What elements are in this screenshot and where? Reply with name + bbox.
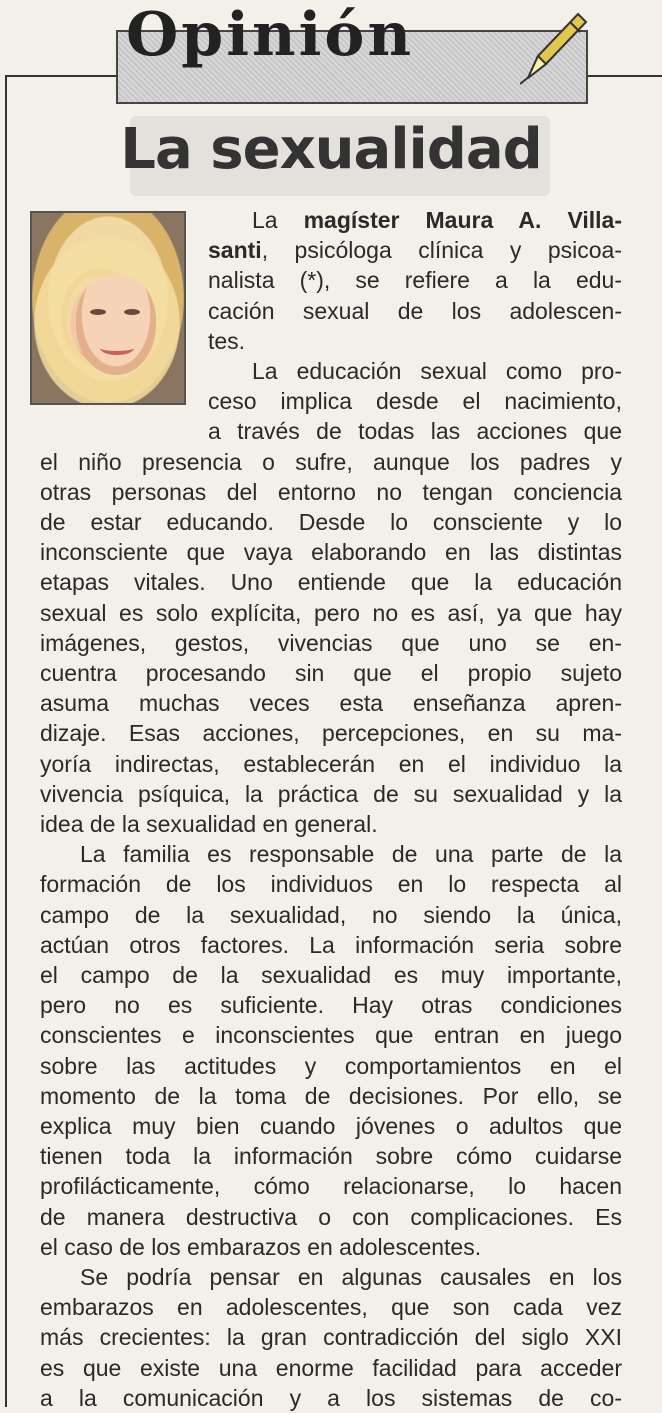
article-line: a través de todas las acciones que [208,418,622,445]
article-line: campo de la sexualidad, no siendo la única, [40,901,622,928]
article-line: sobre las actitudes y comportamientos en el [40,1052,622,1079]
article-line: imágenes, gestos, vivencias que uno se en- [40,629,622,656]
photo-face [76,275,156,375]
author-name: magíster Maura A. Villa- [303,207,622,233]
article-line: embarazos en adolescentes, que son cada vez [40,1294,622,1321]
article-line: es que existe una enorme facilidad para acceder [40,1354,622,1381]
article-line: otras personas del entorno no tengan conciencia [40,478,622,505]
article-line: idea de la sexualidad en general. [40,811,378,837]
author-name: santi [208,237,262,264]
article-line: cuentra procesando sin que el propio sujeto [40,660,622,686]
article-line: yoría indirectas, establecerán en el individuo la [40,750,622,777]
article-line: pero no es suficiente. Hay otras condiciones [40,992,622,1019]
article-line: ceso implica desde el nacimiento, [208,388,622,415]
article-line: a la comunicación y a los sistemas de co- [40,1384,622,1411]
article-line: dizaje. Esas acciones, percepciones, en su ma- [40,720,622,747]
article-line: tes. [208,327,246,354]
article-line: cación sexual de los adolescen- [208,297,622,324]
article-line: momento de la toma de decisiones. Por ello, se [40,1082,622,1109]
headline: La sexualidad [120,117,542,182]
article-line: asuma muchas veces esta enseñanza apren- [40,690,622,717]
article-line: nalista (*), se refiere a la edu- [208,267,622,294]
article-line: más crecientes: la gran contradicción del siglo XXI [40,1324,622,1351]
article-line: etapas vitales. Uno entiende que la educación [40,569,622,596]
article-line: vivencia psíquica, la práctica de su sexualidad y la [40,780,622,807]
article-line: el caso de los embarazos en adolescentes. [40,1233,482,1260]
article-line: de manera destructiva o con complicaciones. Es [40,1203,622,1230]
article-line: de estar educando. Desde lo consciente y lo [40,509,622,535]
article-line: La educación sexual como pro- [252,358,622,384]
article-line: el campo de la sexualidad es muy importante, [40,962,622,988]
article-line: tienen toda la información sobre cómo cuidarse [40,1143,622,1170]
article-line: La familia es responsable de una parte de la [80,841,622,868]
article-line: formación de los individuos en lo respecta al [40,871,622,898]
eye [90,309,106,315]
article-line-text: , psicóloga clínica y psicoa- [261,237,622,264]
author-photo [30,211,186,405]
article-line [252,205,622,235]
article-line: inconsciente que vaya elaborando en las distintas [40,539,622,566]
article-line: actúan otros factores. La información seria sobre [40,931,622,958]
article-line: explica muy bien cuando jóvenes o adultos que [40,1113,622,1139]
pen-icon [520,8,590,86]
article-line [208,235,622,265]
section-title: Opinión [126,0,415,70]
article-line-text: La [252,207,304,233]
article-line: sexual es solo explícita, pero no es así, ya que hay [40,599,622,626]
article-line: conscientes e inconscientes que entran en juego [40,1022,622,1049]
article-line: Se podría pensar en algunas causales en los [80,1264,622,1290]
mouth [100,341,134,355]
eye [124,309,140,315]
article-line: profilácticamente, cómo relacionarse, lo hacen [40,1173,622,1200]
article-line: el niño presencia o sufre, aunque los padres y [40,448,622,475]
